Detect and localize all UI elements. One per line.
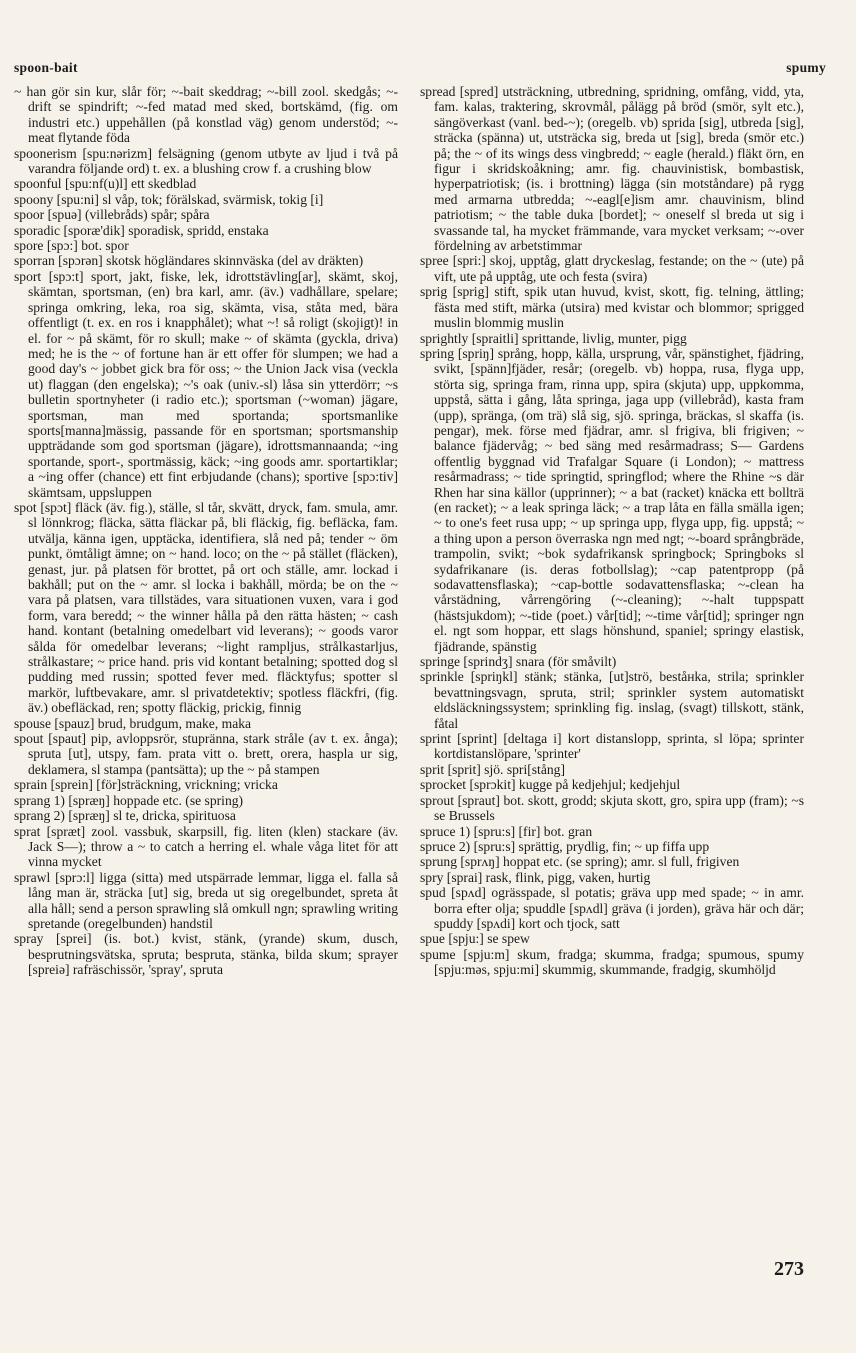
dictionary-entry: sprain [sprein] [för]sträckning, vrickning; vricka: [14, 777, 278, 793]
dictionary-entry: spoony [spu:ni] sl våp, tok; förälskad, svärmisk, tokig [i]: [14, 191, 324, 207]
dictionary-entry: spruce 2) [spru:s] sprättig, prydlig, fin; ~ up fiffa upp: [420, 838, 710, 854]
dictionary-entry: sport [spɔ:t] sport, jakt, fiske, lek, idrottstävling[ar], skämt, skoj, skämtan, sportsman, (en) bra karl, amr. (äv.) vadhållare, spelare; springa omkring, leka, roa sig, skämta, visa, ståta med, bära offentligt (t. ex. en ros i knapphålet); what ~! så roligt (skojigt)! in el. for ~ på skämt, för ro skull; make ~ of skämta (gyckla, driva) med; he is the ~ of fortune han är ett offer för slumpen; we had a good day's ~ jobbet gick bra för oss; ~ the Union Jack visa (veckla ut) flaggan (den engelska); ~'s oak (univ.-sl) låsa sin ytterdörr; ~s bulletin sportnyheter (i radio etc.); sportsman (~woman) jägare, sportsman, man med sportanda; sportsmanlike sports[manna]mässig, passande för en sportsman; sportsmanship uppträdande som god sportsman (jägare), idrottsmannaanda; ~ing sportande, sport-, sportmässig, käck; ~ing goods amr. sportartiklar; a ~ing offer (chance) ett fint erbjudande (chans); sportive [spɔ:tiv] skämtsam, uppsluppen: [14, 268, 398, 500]
dictionary-entry: spume [spju:m] skum, fradga; skumma, fradga; spumous, spumy [spju:məs, spju:mi] skummig, skummande, fradgig, skumhöljd: [420, 946, 804, 978]
left-column: [14, 84, 398, 978]
dictionary-entry: sporran [spɔrən] skotsk högländares skinnväska (del av dräkten): [14, 253, 364, 269]
dictionary-entry: spout [spaut] pip, avloppsrör, stupränna, stark stråle (av t. ex. ånga); spruta [ut], utspy, fam. prata vitt o. brett, orera, haspla ur sig, deklamera, sl stampa (pantsätta); up the ~ på stampen: [14, 731, 398, 777]
dictionary-entry: spring [spriŋ] språng, hopp, källa, ursprung, vår, spänstighet, fjädring, svikt, [spänn]fjäder, resår; (oregelb. vb) hoppa, rusa, flyga upp, störta sig, springa fram, rinna upp, spira (skjuta) upp, uppkomma, uppstå, sätta i gång, låta springa, jaga upp (villebråd), kasta fram (upp), spränga, (om trä) slå sig, sjö. springa, bräckas, sl skaffa (is. pengar), mek. förse med fjädrar, amr. sl frigiva, bli frigiven; ~ balance fjädervåg; ~ bed säng med resårmadrass; S— Gardens offentlig byggnad vid Trafalgar Square (i London); ~ mattress resårmadrass; ~ tide springtid, springflod; where the Rhine ~s där Rhen har sina källor (upprinner); ~ a bat (racket) knäcka ett bollträ (en racket); ~ a leak springa läck; ~ a trap låta en fälla smälla igen; ~ to one's feet rusa upp; ~ up springa upp, flyga upp, fig. uppstå; ~ a thing upon a person överraska ngn med ngt; ~-board språngbräde, trampolin, svikt; ~bok sydafrikansk springbock; Springboks sl sydafrikanare (is. deras fotbollslag); ~cap patentpropp (på sodavattensflaska); ~cap-bottle sodavattensflaska; ~-clean ha vårstädning, vårrengöring (~-cleaning); ~-halt tuppspatt (hästsjukdom); ~-tide (poet.) vår[tid]; ~-time vår[tid]; springer ngn el. ngt som hoppar, ett slags hönshund, spaniel; springy elastisk, fjädrande, spänstig: [420, 345, 804, 654]
dictionary-entry: spoonerism [spu:nərizm] felsägning (genom utbyte av ljud i två på varandra följande ord) t. ex. a blushing crow f. a crushing blow: [14, 145, 398, 177]
dictionary-entry: sprawl [sprɔ:l] ligga (sitta) med utspärrade lemmar, ligga el. falla så lång man är, sträcka [ut] sig, breda ut sig oregelbundet, spreta åt alla håll; send a person sprawling slå omkull ngn; sprawling writing spretande (oregelbunden) handstil: [14, 869, 398, 931]
dictionary-entry: springe [sprindʒ] snara (för småvilt): [420, 654, 617, 670]
dictionary-entry: spoor [spuə] (villebråds) spår; spåra: [14, 207, 210, 223]
page-number: 273: [774, 1258, 804, 1280]
dictionary-entry: ~ han gör sin kur, slår för; ~-bait skeddrag; ~-bill zool. skedgås; ~-drift se spindrift; ~-fed matad med sked, bortskämd, (fig. om industri etc.) uppehållen (på konstlad väg) genom understöd; ~-meat flytande föda: [14, 84, 398, 146]
dictionary-entry: spore [spɔ:] bot. spor: [14, 238, 129, 254]
right-column: [420, 84, 804, 978]
dictionary-entry: spoonful [spu:nf(u)l] ett skedblad: [14, 176, 197, 192]
dictionary-entry: sprout [spraut] bot. skott, grodd; skjuta skott, gro, spira upp (fram); ~s se Brussels: [420, 792, 804, 824]
dictionary-entry: sprang 1) [spræŋ] hoppade etc. (se spring): [14, 792, 244, 808]
dictionary-entry: spue [spju:] se spew: [420, 931, 530, 947]
dictionary-entry: sprat [spræt] zool. vassbuk, skarpsill, fig. liten (klen) stackare (äv. Jack S—); throw a ~ to catch a herring el. whale våga litet för att vinna mycket: [14, 823, 398, 870]
dictionary-entry: sprocket [sprɔkit] kugge på kedjehjul; kedjehjul: [420, 777, 681, 793]
dictionary-entry: sporadic [sporæ'dik] sporadisk, spridd, enstaka: [14, 222, 269, 238]
dictionary-entry: sprinkle [spriŋkl] stänk; stänka, [ut]strö, beståнka, strila; sprinkler bevattningsvagn, spruta, stril; sprinkler system automatiskt eldsläckningssystem; sprinkling fig. inslag, (svagt) tillskott, stänk, fåtal: [420, 669, 804, 731]
dictionary-entry: sprang 2) [spræŋ] sl te, dricka, spirituosa: [14, 808, 236, 824]
dictionary-entry: spree [spri:] skoj, upptåg, glatt dryckeslag, festande; on the ~ (ute) på vift, ute på upptåg, ute och festa (svira): [420, 253, 804, 284]
dictionary-entry: sprint [sprint] [deltaga i] kort distanslopp, sprinta, sl löpa; sprinter kortdistanslöpare, 'sprinter': [420, 731, 804, 762]
dictionary-entry: sprightly [spraitli] sprittande, livlig, munter, pigg: [420, 330, 687, 346]
dictionary-entry: spouse [spauz] brud, brudgum, make, maka: [14, 715, 252, 731]
dictionary-entry: spry [sprai] rask, flink, pigg, vaken, hurtig: [420, 869, 651, 885]
guide-word-left: spoon-bait: [14, 60, 78, 75]
guide-word-right: spumy: [786, 60, 826, 75]
dictionary-entry: spot [spɔt] fläck (äv. fig.), ställe, sl tår, skvätt, dryck, fam. smula, amr. sl lönnkrog; fläcka, sätta fläckar på, bli fläckig, fig. befläcka, fam. utvälja, känna igen, upptäcka, identifiera, slå ned på; tender ~ öm punkt, ömtåligt ämne; on ~ hand. loco; on the ~ på stället (fläcken), genast, jur. på platsen för brottet, på ort och ställe, amr. lockad i bakhåll; put on the ~ amr. sl locka i bakhåll, mörda; be on the ~ vara på platsen, vara tillstädes, vara situationen vuxen, vara i god form, vara beredd; ~ the winner hålla på den rätta hästen; ~ cash hand. kontant (betalning omedelbart vid leverans); ~ goods varor sålda för omedelbar leverans; ~light rampljus, strålkastarljus, strålkastare; ~ price hand. pris vid kontant betalning; spotted dog sl pudding med russin; spotted fever med. fläcktyfus; spotter sl markör, luftbevakare, amr. sl privatdetektiv; spotless fläckfri, (fig. äv.) obefläckad, ren; spotty fläckig, prickig, finnig: [14, 499, 398, 716]
dictionary-entry: spray [sprei] (is. bot.) kvist, stänk, (yrande) skum, dusch, besprutningsvätska, spruta; bespruta, stänka, bilda skum; sprayer [spreiə] rafräschissör, 'spray', spruta: [14, 931, 398, 978]
dictionary-entry: sprig [sprig] stift, spik utan huvud, kvist, skott, fig. telning, ättling; fästa med stift, märka (utsira) med kvistar och blommor; sprigged muslin blommig muslin: [420, 284, 804, 331]
dictionary-entry: spread [spred] utsträckning, utbredning, spridning, omfång, vidd, yta, fam. kalas, traktering, skrovmål, pålägg på bröd (smör, sylt etc.), sängöverkast (vanl. bed-~); (oregelb. vb) sprida [sig], utbreda [sig], sträcka (spänna) ut, utsträcka sig, breda ut [sig], breda (smör etc.) på; the ~ of its wings dess vingbredd; ~ eagle (herald.) fläkt örn, en figur i skridskoåkning; amr. fig. chauvinistisk, bombastisk, hyperpatriotisk; (is. i brottning) lägga (sin motståndare) på rygg med armarna utbredda; ~-eagl[e]ism amr. chauvinism, blind patriotism; ~ the table duka [bordet]; ~ oneself sl breda ut sig i svassande tal, ha mycket främmande, vara mycket verksam; ~-over fördelning av arbetstimmar: [420, 84, 804, 254]
dictionary-entry: sprit [sprit] sjö. spri[stång]: [420, 761, 565, 777]
dictionary-entry: spruce 1) [spru:s] [fir] bot. gran: [420, 823, 593, 839]
dictionary-entry: spud [spʌd] ogrässpade, sl potatis; gräva upp med spade; ~ in amr. borra efter olja; spuddle [spʌdl] gräva (i jorden), gräva här och där; spuddy [spʌdi] kort och tjock, satt: [420, 885, 804, 931]
dictionary-entry: sprung [sprʌŋ] hoppat etc. (se spring); amr. sl full, frigiven: [420, 854, 740, 870]
